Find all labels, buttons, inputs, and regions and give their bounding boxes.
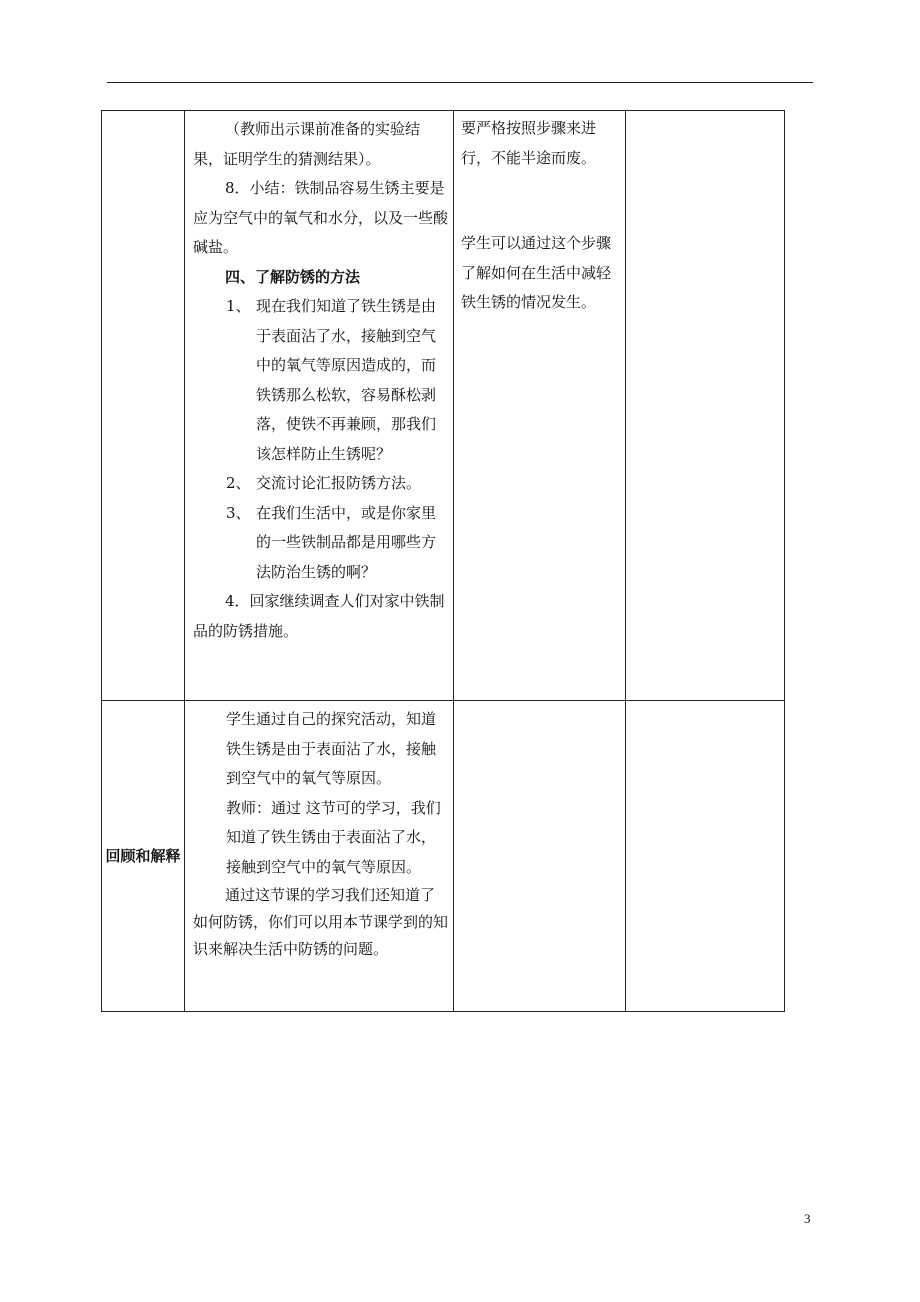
list-item-text: 现在我们知道了铁生锈是由于表面沾了水，接触到空气中的氧气等原因造成的，而铁锈那么松软，容易酥松剥落，使铁不再兼顾，那我们该怎样防止生锈呢？ [256,297,437,463]
list-item-number: 2、 [226,474,251,492]
row2-paragraph: 学生通过自己的探究活动，知道铁生锈是由于表面沾了水，接触到空气中的氧气等原因。 [226,710,437,787]
row2-label-cell [102,700,184,1012]
lesson-table [101,110,785,1012]
row1-paragraph: 4．回家继续调查人们对家中铁制品的防锈措施。 [193,592,445,640]
method-list [193,292,449,587]
row2-content-cell [193,705,449,963]
column-divider [453,111,454,1011]
column-divider [625,111,626,1011]
row2-paragraph: 教师：通过 这节可的学习，我们知道了铁生锈由于表面沾了水，接触到空气中的氧气等原因。 [226,798,441,876]
note-text: 学生可以通过这个步骤了解如何在生活中减轻铁生锈的情况发生。 [461,234,612,311]
section-heading: 四、了解防锈的方法 [225,267,361,286]
row1-note-cell [461,114,621,173]
row1-note-cell [461,229,621,318]
row-divider [102,700,784,701]
column-divider [184,111,185,1011]
list-item [226,292,449,469]
list-item-number: 3、 [226,503,251,522]
note-text: 要严格按照步骤来进行，不能半途而废。 [461,119,597,167]
page-number: 3 [804,1211,811,1226]
row1-content-cell [193,115,449,646]
list-item [226,499,449,588]
row1-paragraph: 8．小结：铁制品容易生锈主要是应为空气中的氧气和水分，以及一些酸碱盐。 [193,179,449,256]
row1-paragraph: （教师出示课前准备的实验结果，证明学生的猜测结果）。 [193,120,421,168]
header-rule [107,82,813,83]
list-item-text: 交流讨论汇报防锈方法。 [256,474,422,492]
row2-paragraph: 通过这节课的学习我们还知道了如何防锈，你们可以用本节课学到的知识来解决生活中防锈的问题。 [193,886,449,958]
row-label: 回顾和解释 [105,847,181,865]
list-item-number: 1、 [226,297,251,315]
list-item-text: 在我们生活中，或是你家里的一些铁制品都是用哪些方法防治生锈的啊？ [256,503,437,581]
list-item [226,469,449,499]
